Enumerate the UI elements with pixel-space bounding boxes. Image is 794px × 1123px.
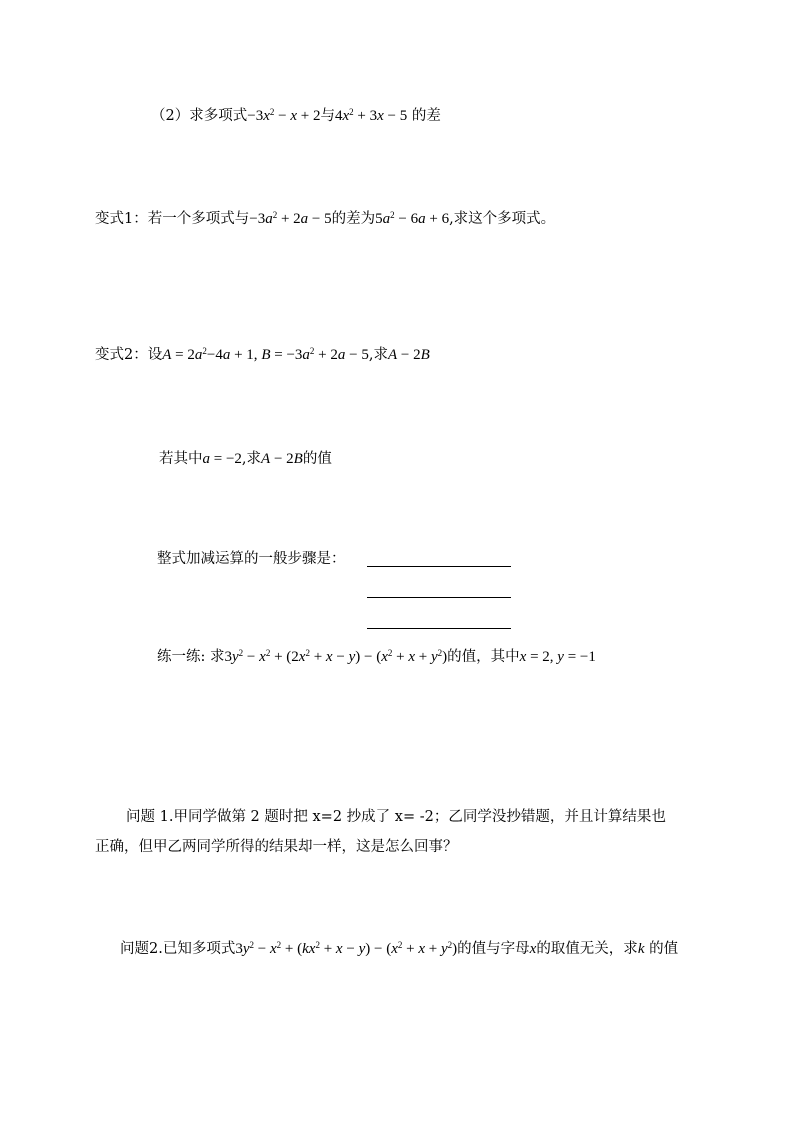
variant1-prefix: 变式1：若一个多项式与 xyxy=(95,211,250,227)
practice-prefix: 练一练: 求 xyxy=(157,649,225,665)
problem-1-line-2: 正确，但甲乙两同学所得的结果却一样，这是怎么回事？ xyxy=(95,839,458,855)
steps-label: 整式加减运算的一般步骤是： xyxy=(157,551,346,567)
problem2-var: x xyxy=(529,941,537,957)
problem2-mid: 的值与字母 xyxy=(457,941,530,957)
q2-suffix: 的差 xyxy=(407,108,441,124)
answer-blank-2[interactable] xyxy=(367,597,511,598)
practice xyxy=(157,647,596,667)
answer-blank-3[interactable] xyxy=(367,628,511,629)
practice-cond: x = 2, y = −1 xyxy=(519,649,596,665)
variant-1 xyxy=(95,209,555,229)
problem2-mid2: 的取值无关，求 xyxy=(536,941,638,957)
variant2-prefix: 变式2：设 xyxy=(95,347,163,363)
problem2-prefix: 问题2.已知多项式 xyxy=(120,941,236,957)
sub-question xyxy=(159,449,332,469)
problem2-expr: $3y^2 - x^2 + (kx^2 + x - y) - (x^2 + x + y^2)$ xyxy=(235,940,458,957)
variant1-expr1: $-3a^2 + 2a - 5$ xyxy=(249,210,332,227)
problem-2 xyxy=(120,939,678,959)
question-2 xyxy=(151,106,441,126)
q2-prefix: （2）求多项式 xyxy=(151,108,248,124)
practice-expr: $3y^2 - x^2 + (2x^2 + x - y) - (x^2 + x + y^2)$ xyxy=(224,648,448,665)
variant2-mid: ,求 xyxy=(368,347,388,363)
sub-question-mid: ,求 xyxy=(241,451,262,467)
variant1-expr2: $5a^2 - 6a + 6$ xyxy=(375,210,450,227)
problem2-suffix: 的值 xyxy=(644,941,679,957)
variant1-suffix: ,求这个多项式。 xyxy=(449,211,556,227)
sub-question-prefix: 若其中 xyxy=(159,451,203,467)
answer-blank-1[interactable] xyxy=(367,566,511,567)
practice-mid: 的值，其中 xyxy=(447,649,520,665)
variant2-expr: $A = 2a^2-4a + 1$, $B = -3a^2 + 2a - 5$ xyxy=(162,346,369,363)
problem2-var2: k xyxy=(637,941,645,957)
q2-mid: 与 xyxy=(320,108,335,124)
problem-1-line-1: 问题 1.甲同学做第 2 题时把 x=2 抄成了 x= -2；乙同学没抄错题，并且计算结果也 xyxy=(126,809,666,825)
sub-question-suffix: 的值 xyxy=(302,451,332,467)
q2-expr1: $-3x^2 - x + 2$ xyxy=(247,107,321,124)
q2-expr2: $4x^2 + 3x - 5$ xyxy=(334,107,408,124)
variant1-mid: 的差为 xyxy=(331,211,376,227)
variant2-target: A − 2B xyxy=(387,347,430,363)
sub-question-target: A − 2B xyxy=(261,451,303,467)
sub-question-cond: a = −2 xyxy=(202,451,242,467)
variant-2 xyxy=(95,345,430,365)
